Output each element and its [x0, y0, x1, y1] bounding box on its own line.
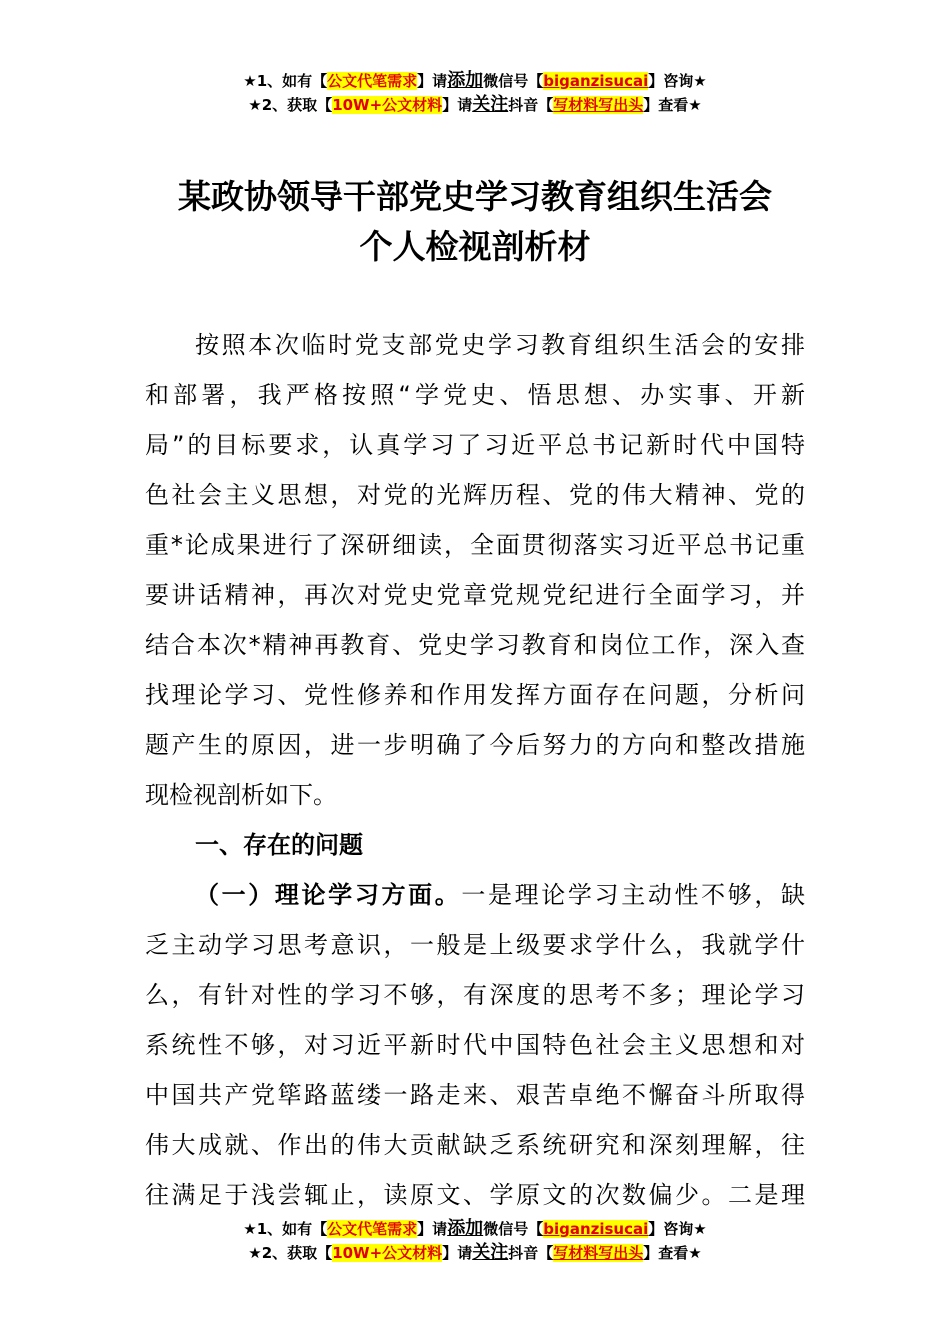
text: 】请	[417, 1220, 448, 1238]
text-line: 中国共产党筚路蓝缕一路走来、艰苦卓绝不懈奋斗所取得	[145, 1081, 805, 1109]
text-line: 往满足于浅尝辄止，读原文、学原文的次数偏少。二是理	[145, 1181, 805, 1209]
text-line: 伟大成就、作出的伟大贡献缺乏系统研究和深刻理解，往	[145, 1131, 805, 1159]
text: ★1、如有【	[243, 72, 328, 90]
subheading-text: （一）理论学习方面。	[195, 881, 462, 909]
document-title	[0, 172, 950, 272]
paragraph-intro	[145, 320, 805, 820]
highlight-text: 10W+公文材料	[332, 96, 443, 114]
header-banner	[0, 69, 950, 117]
text: ★1、如有【	[243, 1220, 328, 1238]
text: 微信号【	[483, 72, 544, 90]
wechat-id: biganzisucai	[543, 72, 649, 90]
emphasis-text: 关注	[472, 1242, 509, 1263]
text: ★2、获取【	[248, 1244, 333, 1262]
paragraph-theory-study	[145, 870, 805, 1220]
emphasis-text: 关注	[472, 94, 509, 115]
text: 抖音【	[508, 1244, 554, 1262]
text: 一是理论学习主动性不够，缺	[461, 881, 805, 909]
text: ★2、获取【	[248, 96, 333, 114]
text: 微信号【	[483, 1220, 544, 1238]
emphasis-text: 添加	[447, 1218, 484, 1239]
text-line: 系统性不够，对习近平新时代中国特色社会主义思想和对	[145, 1031, 805, 1059]
text: 】咨询★	[648, 72, 707, 90]
text-line: 乏主动学习思考意识，一般是上级要求学什么，我就学什	[145, 931, 805, 959]
text: 】请	[417, 72, 448, 90]
text-line: 和部署，我严格按照“学党史、悟思想、办实事、开新	[145, 381, 805, 409]
banner-line-1	[0, 69, 950, 93]
text-line	[145, 870, 805, 920]
title-line-1: 某政协领导干部党史学习教育组织生活会	[178, 177, 772, 216]
title-line-2: 个人检视剖析材	[359, 227, 591, 266]
douyin-id: 写材料写出头	[553, 96, 644, 114]
text-line: 么，有针对性的学习不够，有深度的思考不多；理论学习	[145, 981, 805, 1009]
section-heading	[145, 820, 805, 870]
text-line: 题产生的原因，进一步明确了今后努力的方向和整改措施	[145, 731, 805, 759]
text-line: 局”的目标要求，认真学习了习近平总书记新时代中国特	[145, 431, 805, 459]
text-line: 重*论成果进行了深研细读，全面贯彻落实习近平总书记重	[145, 531, 805, 559]
highlight-text: 公文代笔需求	[327, 72, 418, 90]
text: 】请	[442, 96, 473, 114]
highlight-text: 10W+公文材料	[332, 1244, 443, 1262]
banner-line-2	[0, 93, 950, 117]
emphasis-text: 添加	[447, 70, 484, 91]
text: 】请	[442, 1244, 473, 1262]
wechat-id: biganzisucai	[543, 1220, 649, 1238]
text: 】咨询★	[648, 1220, 707, 1238]
text-line: 按照本次临时党支部党史学习教育组织生活会的安排	[195, 331, 805, 359]
banner-line-2	[0, 1241, 950, 1265]
footer-banner	[0, 1217, 950, 1265]
banner-line-1	[0, 1217, 950, 1241]
highlight-text: 公文代笔需求	[327, 1220, 418, 1238]
document-body	[145, 320, 805, 1220]
text-line: 找理论学习、党性修养和作用发挥方面存在问题，分析问	[145, 681, 805, 709]
text: 】查看★	[643, 1244, 702, 1262]
text: 】查看★	[643, 96, 702, 114]
text: 抖音【	[508, 96, 554, 114]
text-line: 现检视剖析如下。	[145, 781, 337, 809]
douyin-id: 写材料写出头	[553, 1244, 644, 1262]
text-line: 要讲话精神，再次对党史党章党规党纪进行全面学习，并	[145, 581, 805, 609]
heading-text: 一、存在的问题	[195, 831, 363, 859]
text-line: 色社会主义思想，对党的光辉历程、党的伟大精神、党的	[145, 481, 805, 509]
text-line: 结合本次*精神再教育、党史学习教育和岗位工作，深入查	[145, 631, 805, 659]
